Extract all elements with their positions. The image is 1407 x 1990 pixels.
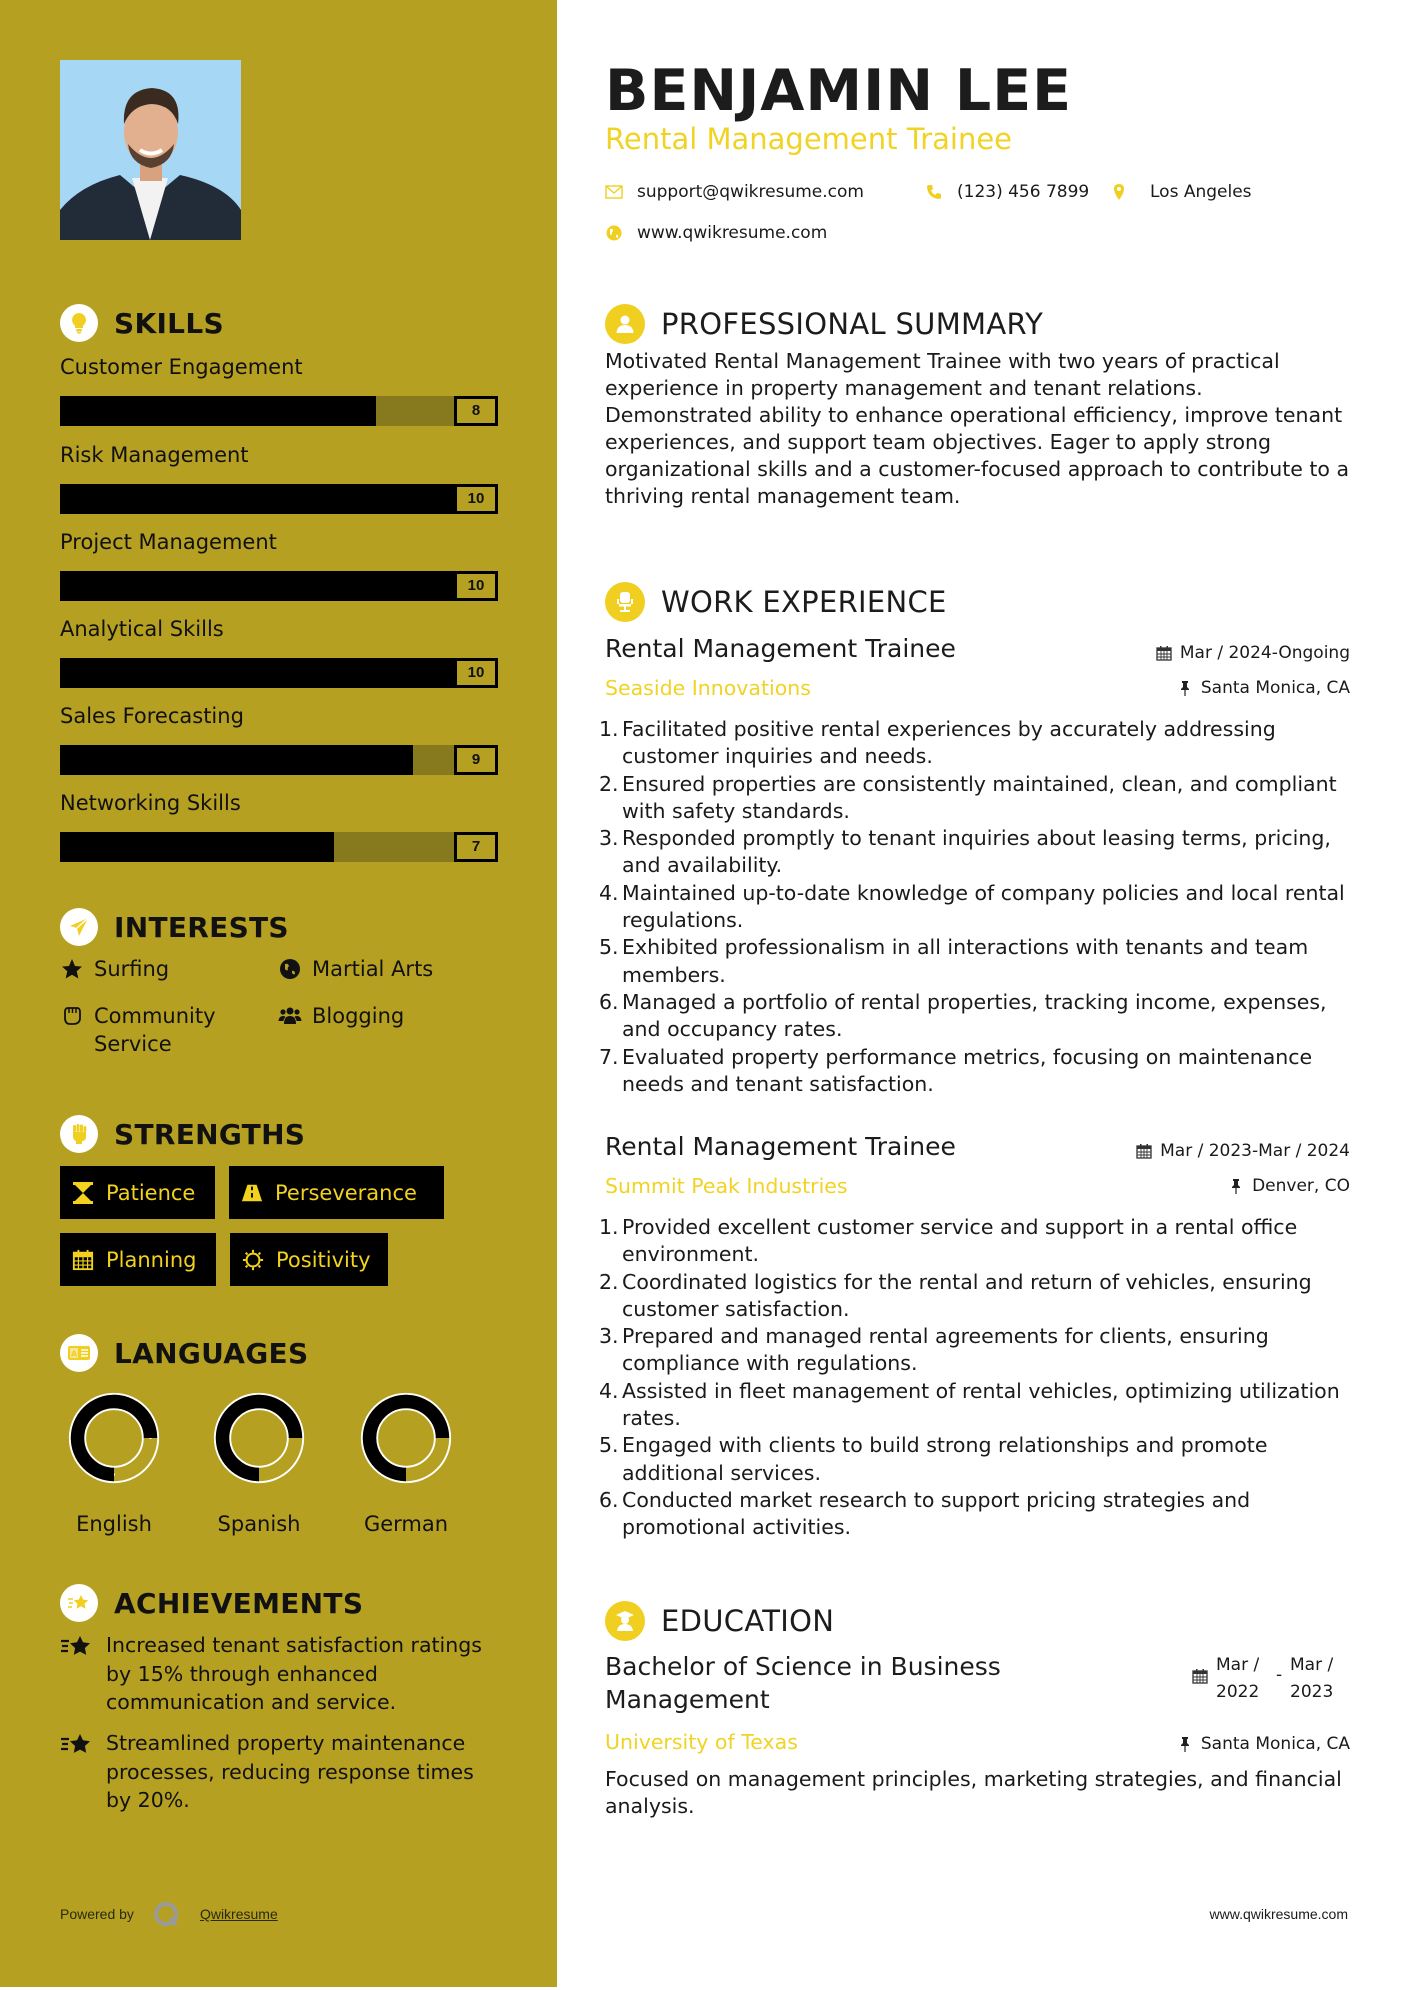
responsibility-item: 3. Responded promptly to tenant inquiries about leasing terms, pricing, and availability. [599,826,1331,878]
contact-website[interactable] [605,223,827,243]
language-item [64,1390,164,1536]
skill-label: Customer Engagement [60,355,303,379]
skill-value: 8 [454,396,498,426]
skill-bar-fill [60,396,376,426]
achievement-text: Streamlined property maintenance processes, reducing response times by 20%. [106,1731,474,1812]
responsibility-item: 1. Facilitated positive rental experiences by accurately addressing customer inquiries and needs. [599,717,1276,769]
calendar-icon [1192,1668,1208,1684]
languages-header [60,1334,308,1372]
job-date-text: Mar / 2023-Mar / 2024 [1160,1141,1350,1161]
interest-label: Martial Arts [312,957,434,981]
summary-text: Motivated Rental Management Trainee with two years of practical experience in property management and tenant relations. Demonstrated ability to enhance operational efficiency, improve tenant experiences, and support team objectives. Eager to apply strong organizational skills and a customer-focused approach to contribute to a thriving rental management team. [605,349,1350,508]
skill-value: 10 [454,484,498,514]
job-date [1156,643,1350,663]
responsibility-item: 6. Conducted market research to support pricing strategies and promotional activities. [599,1487,1251,1540]
skill-label: Networking Skills [60,791,241,815]
location-text: Los Angeles [1150,182,1252,202]
skill-label: Project Management [60,530,277,554]
contact-email[interactable] [605,182,864,202]
responsibility-item: 3. Prepared and managed rental agreements for clients, ensuring compliance with regulations. [599,1324,1269,1376]
skill-bar [60,745,498,775]
skill-bar-fill [60,484,498,514]
summary-title: PROFESSIONAL SUMMARY [661,307,1044,341]
education-end: Mar / 2023 [1290,1655,1334,1702]
candidate-title: Rental Management Trainee [605,122,1013,156]
contact-phone[interactable] [925,182,1089,202]
skill-bar [60,832,498,862]
language-item [356,1390,456,1536]
language-label: Spanish [217,1512,301,1536]
job-date-text: Mar / 2024-Ongoing [1179,643,1350,663]
skill-label: Sales Forecasting [60,704,244,728]
language-donut [66,1390,162,1486]
responsibility-item: 4. Maintained up-to-date knowledge of company policies and local rental regulations. [599,880,1345,933]
language-donut [211,1390,307,1486]
website-text: www.qwikresume.com [637,223,828,243]
shooting-star-icon [60,1633,94,1661]
job-date [1136,1141,1350,1161]
user-icon [605,304,645,344]
language-donut [358,1390,454,1486]
calendar-icon [1136,1143,1152,1159]
calendar-icon [72,1248,94,1272]
responsibility-item: 1. Provided excellent customer service and support in a rental office environment. [599,1215,1298,1267]
skill-bar [60,396,498,426]
job-responsibilities [599,1214,1365,1542]
strength-label: Positivity [276,1247,371,1272]
interest-item [60,1002,260,1058]
skill-item [60,701,498,775]
pushpin-icon [1177,680,1193,696]
responsibility-item: 5. Exhibited professionalism in all interactions with tenants and team members. [599,935,1309,987]
education-description: Focused on management principles, marketing strategies, and financial analysis. [605,1767,1342,1818]
responsibility-item: 2. Coordinated logistics for the rental and return of vehicles, ensuring customer satisfaction. [599,1269,1312,1321]
skills-header [60,304,224,342]
skill-bar-fill [60,745,413,775]
raised-fist-icon [60,1115,98,1153]
education-location-text: Santa Monica, CA [1200,1734,1350,1754]
globe-icon [278,957,302,981]
degree-title: Bachelor of Science in Business Management [605,1652,1001,1714]
hourglass-icon [72,1181,94,1205]
skill-bar-fill [60,571,498,601]
languages-title: LANGUAGES [114,1336,309,1370]
svg-text:A: A [71,1349,78,1359]
skill-value: 7 [454,832,498,862]
job-title: Rental Management Trainee [605,634,956,663]
company-name: Summit Peak Industries [605,1174,848,1198]
powered-by-label: Powered by [60,1906,134,1922]
qwikresume-logo-icon [152,1900,180,1928]
education-location [1177,1734,1350,1754]
shooting-star-icon [60,1731,94,1759]
skill-item [60,614,498,688]
strength-badge [229,1166,444,1219]
education-dates [1192,1652,1350,1706]
achievement-item [60,1631,500,1717]
achievements-title: ACHIEVEMENTS [114,1586,364,1620]
skill-value: 10 [454,658,498,688]
interest-item [60,955,169,983]
language-icon [60,1334,98,1372]
school-name: University of Texas [605,1730,798,1754]
skill-bar-fill [60,832,334,862]
lightbulb-icon [60,304,98,342]
strength-label: Patience [106,1180,196,1205]
job-title: Rental Management Trainee [605,1132,956,1161]
strength-badge [60,1233,216,1286]
experience-title: WORK EXPERIENCE [661,585,947,619]
date-separator: - [1276,1665,1283,1685]
interest-item [278,955,433,983]
profile-photo [60,60,241,240]
responsibility-item: 5. Engaged with clients to build strong relationships and promote additional services. [599,1433,1268,1485]
skill-bar [60,484,498,514]
globe-icon [605,224,623,242]
interest-label: Community Service [94,1004,216,1056]
interests-header [60,908,289,946]
summary-header [605,304,1043,344]
skill-item [60,352,498,426]
strength-badge [60,1166,215,1219]
skill-bar-fill [60,658,498,688]
contact-location [1110,182,1252,202]
pushpin-icon [1177,1736,1193,1752]
road-icon [241,1181,263,1205]
achievements-header [60,1584,363,1622]
interest-label: Surfing [94,957,170,981]
graduate-icon [605,1601,645,1641]
skill-label: Analytical Skills [60,617,224,641]
paper-plane-icon [60,908,98,946]
envelope-icon [605,183,623,201]
strengths-header [60,1115,305,1153]
candidate-name: BENJAMIN LEE [605,58,1073,124]
skill-bar [60,571,498,601]
skill-label: Risk Management [60,443,249,467]
star-icon [60,957,84,981]
language-item [209,1390,309,1536]
responsibility-item: 7. Evaluated property performance metrics, focusing on maintenance needs and tenant satisfaction. [599,1044,1313,1096]
language-label: German [363,1512,449,1536]
skill-item [60,527,498,601]
job-responsibilities [599,716,1365,1098]
fist-icon [60,1004,84,1028]
interest-label: Blogging [312,1004,405,1028]
users-icon [278,1004,302,1028]
sidebar [0,0,557,1987]
calendar-icon [1156,645,1172,661]
phone-text: (123) 456 7899 [957,182,1090,202]
education-header [605,1601,834,1641]
map-pin-icon [1110,183,1128,201]
responsibility-item: 4. Assisted in fleet management of rental vehicles, optimizing utilization rates. [599,1378,1340,1431]
skill-bar [60,658,498,688]
education-start: Mar / 2022 [1216,1655,1260,1702]
interests-title: INTERESTS [114,910,289,944]
chair-icon [605,582,645,622]
interest-item [278,1002,404,1030]
powered-by [60,1900,278,1928]
education-title: EDUCATION [661,1604,835,1638]
job-location [1228,1176,1350,1196]
skill-value: 9 [454,745,498,775]
strengths-title: STRENGTHS [114,1117,306,1151]
company-name: Seaside Innovations [605,676,811,700]
main-content [557,0,1407,1990]
skill-item [60,440,498,514]
phone-icon [925,183,943,201]
pushpin-icon [1228,1178,1244,1194]
achievement-item [60,1729,500,1815]
job-location [1177,678,1350,698]
job-location-text: Denver, CO [1252,1176,1350,1196]
language-label: English [76,1512,152,1536]
qwikresume-link[interactable]: Qwikresume [199,1906,278,1922]
skill-item [60,788,498,862]
strength-badge [230,1233,388,1286]
job-location-text: Santa Monica, CA [1200,678,1350,698]
achievement-text: Increased tenant satisfaction ratings by 15% through enhanced communication and service. [106,1633,482,1714]
responsibility-item: 6. Managed a portfolio of rental properties, tracking income, expenses, and occupancy rates. [599,989,1327,1042]
shooting-star-icon [60,1584,98,1622]
strength-label: Perseverance [275,1180,417,1205]
sun-icon [242,1248,264,1272]
email-text: support@qwikresume.com [637,182,864,202]
footer-url[interactable]: www.qwikresume.com [1209,1906,1348,1922]
experience-header [605,582,947,622]
strength-label: Planning [106,1247,197,1272]
skill-value: 10 [454,571,498,601]
skills-title: SKILLS [114,306,224,340]
responsibility-item: 2. Ensured properties are consistently maintained, clean, and compliant with safety standards. [599,771,1337,823]
